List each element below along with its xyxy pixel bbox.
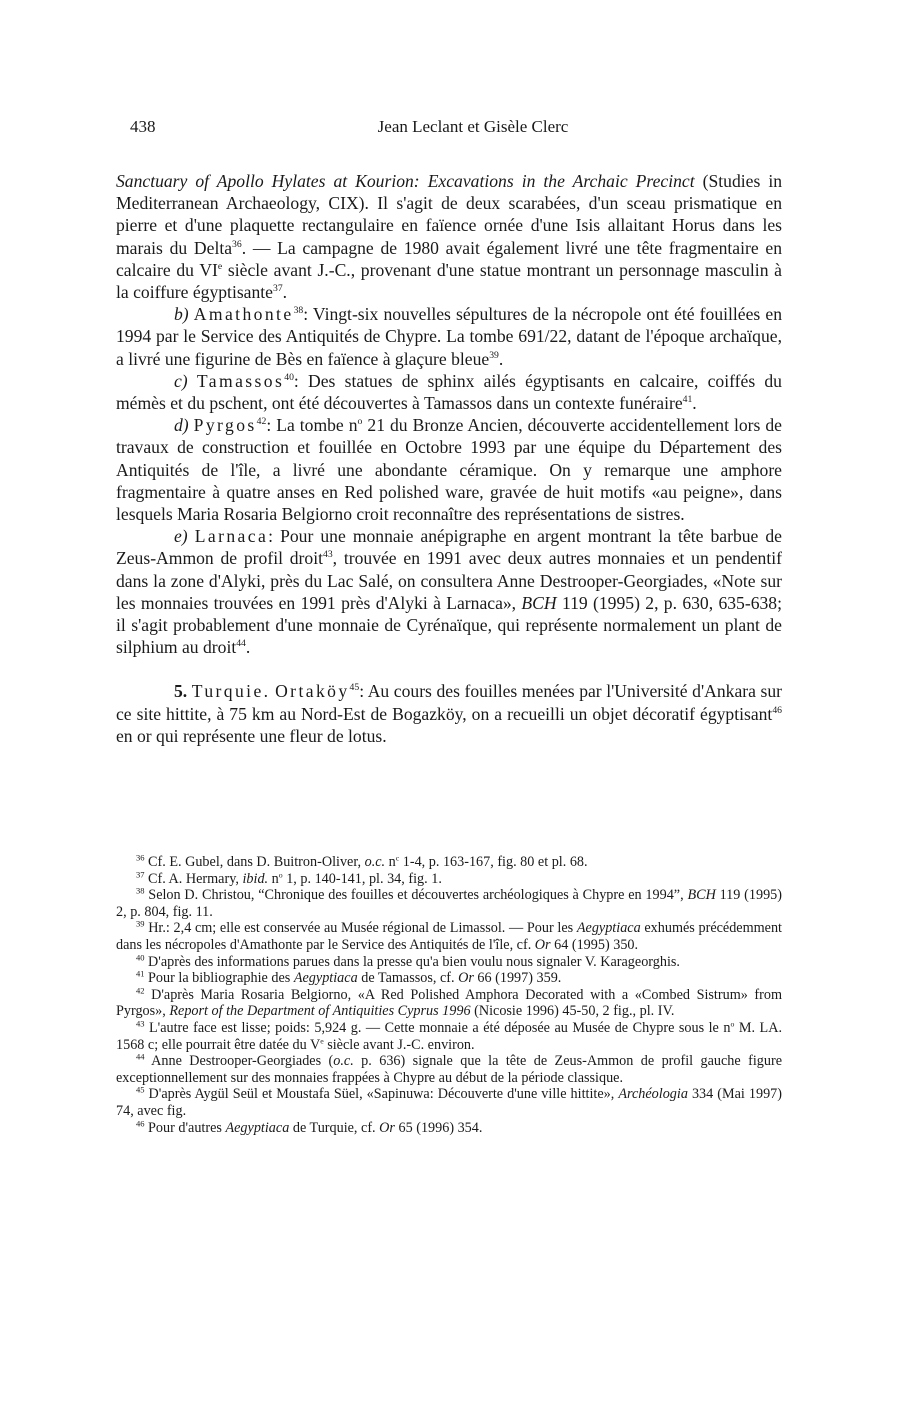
running-head: Jean Leclant et Gisèle Clerc (377, 117, 569, 136)
paragraph-pyrgos: d) Pyrgos$^{42}$: La tombe $n^o$ 21 du Bronze Ancien, découverte accidentellement lors de travaux de construction et fouillée en Octobre 1993 par une équipe du Département des Antiquités de l'île, a livré une abondante céramique. On y remarque une amphore fragmentaire à quatre anses en Red polished ware, gravée de huit motifs «au peigne», dans lesquels Maria Rosaria Belgiorno croit reconnaître des représentations de sistres. (116, 415, 782, 525)
note-ref-44[interactable]: 44 (236, 638, 246, 650)
note-ref-36[interactable]: 36 (232, 238, 242, 250)
paragraph-tamassos: c) Tamassos$^{40}$: Des statues de sphinx ailés égyptisants en calcaire, coiffés du mémès et du pschent, ont été découvertes à Tamassos dans un contexte funéraire$^{41}$. (116, 370, 782, 414)
note-ref-46[interactable]: 46 (772, 704, 782, 716)
note-ref-39[interactable]: 39 (489, 349, 499, 361)
note-ref-45[interactable]: 45 (349, 682, 360, 694)
page-number: 438 (130, 117, 156, 136)
place-larnaca: Larnaca (194, 526, 269, 547)
place-tamassos: Tamassos (196, 370, 285, 391)
footnote-41: $^{41}$ Pour la bibliographie des Aegyptiaca de Tamassos, cf. Or 66 (1997) 359. (136, 968, 562, 987)
footnote-40: $^{40}$ D'après des informations parues dans la presse qu'a bien voulu nous signaler V. Karageorghis. (136, 951, 680, 970)
place-amathonte: Amathonte (193, 304, 294, 325)
footnote-39: $^{39}$ Hr.: 2,4 cm; elle est conservée au Musée régional de Limassol. — Pour les Aegyptiaca exhumés précédemment dans les nécropoles d'Amathonte par le Service des Antiquités de l'île, cf. Or 64 (1995) 350. (116, 918, 782, 953)
note-ref-37[interactable]: 37 (272, 283, 283, 295)
note-ref-42[interactable]: 42 (256, 416, 267, 428)
country-turquie: Turquie. (191, 681, 271, 702)
footnote-44: $^{44}$ Anne Destrooper-Georgiades (o.c. p. 636) signale que la tête de Zeus-Ammon de profil gauche figure exceptionnellement sur des monnaies frappées à Chypre au début de la période classique. (116, 1051, 782, 1086)
note-ref-41[interactable]: 41 (682, 394, 693, 406)
footnote-45: $^{45}$ D'après Aygül Seül et Moustafa Süel, «Sapinuwa: Découverte d'une ville hittite», Archéologia 334 (Mai 1997) 74, avec fig. (116, 1084, 782, 1119)
footnote-36: $^{36}$ Cf. E. Gubel, dans D. Buitron-Oliver, o.c. $n^c$ 1-4, p. 163-167, fig. 80 et pl. 68. (136, 852, 588, 870)
footnotes (116, 854, 782, 1136)
paragraph-amathonte: b) Amathonte$^{38}$: Vingt-six nouvelles sépultures de la nécropole ont été fouillées en 1994 par le Service des Antiquités de Chypre. La tombe 691/22, datant de l'époque archaïque, a livré une figurine de Bès en faïence à glaçure bleue$^{39}$. (116, 304, 782, 369)
paragraph-sanctuary: Sanctuary of Apollo Hylates at Kourion: Excavations in the Archaic Precinct (Studies in Mediterranean Archaeology, CIX). Il s'agit de deux scarabées, d'un sceau prismatique en pierre et d'une plaquette rectangulaire en faïence ornée d'une Isis allaitant Horus dans les marais du Delta$^{36}$. — La campagne de 1980 avait également livré une tête fragmentaire en calcaire du VIe siècle avant J.-C., provenant d'une statue montrant un personnage masculin à la coiffure égyptisante$^{37}$. (116, 171, 783, 303)
note-ref-40[interactable]: 40 (284, 371, 294, 383)
place-ortakoy: Ortaköy (275, 681, 350, 702)
footnote-38: $^{38}$ Selon D. Christou, “Chronique des fouilles et découvertes archéologiques à Chypre en 1994”, BCH 119 (1995) 2, p. 804, fig. 11. (116, 885, 782, 920)
note-ref-38[interactable]: 38 (293, 305, 304, 317)
main-text (116, 170, 782, 747)
paragraph-larnaca: e) Larnaca: Pour une monnaie anépigraphe en argent montrant la tête barbue de Zeus-Ammon de profil droit$^{43}$, trouvée en 1991 avec deux autres monnaies et un pendentif dans la zone d'Alyki, près du Lac Salé, on consultera Anne Destrooper-Georgiades, «Note sur les monnaies trouvées en 1991 près d'Alyki à Larnaca», BCH 119 (1995) 2, p. 630, 635-638; il s'agit probablement d'une monnaie de Cyrénaïque, qui représente normalement un plant de silphium au droit$^{44}$. (116, 526, 782, 658)
footnote-46: $^{46}$ Pour d'autres Aegyptiaca de Turquie, cf. Or 65 (1996) 354. (136, 1117, 483, 1136)
footnote-43: $^{43}$ L'autre face est lisse; poids: 5,924 g. — Cette monnaie a été déposée au Musée de Chypre sous le $n^o$ M. LA. 1568 c; elle pourrait être datée du Ve siècle avant J.-C. environ. (116, 1018, 782, 1053)
page-header (0, 117, 906, 141)
book-title: Sanctuary of Apollo Hylates at Kourion: Excavations in the Archaic Precinct (116, 171, 695, 191)
note-ref-43[interactable]: 43 (323, 549, 333, 561)
footnote-37: $^{37}$ Cf. A. Hermary, ibid. $n^o$ 1, p. 140-141, pl. 34, fig. 1. (136, 868, 442, 887)
section-number: 5. (174, 681, 188, 702)
place-pyrgos: Pyrgos (193, 415, 257, 436)
section-turquie: 5. Turquie. Ortaköy$^{45}$: Au cours des fouilles menées par l'Université d'Ankara sur ce site hittite, à 75 km au Nord-Est de Bogazköy, on a recueilli un objet décoratif égyptisant$^{46}$ en or qui représente une fleur de lotus. (116, 681, 783, 746)
footnote-42: $^{42}$ D'après Maria Rosaria Belgiorno, «A Red Polished Amphora Decorated with a «Combed Sistrum» from Pyrgos», Report of the Department of Antiquities Cyprus 1996 (Nicosie 1996) 45-50, 2 fig., pl. IV. (116, 985, 782, 1020)
